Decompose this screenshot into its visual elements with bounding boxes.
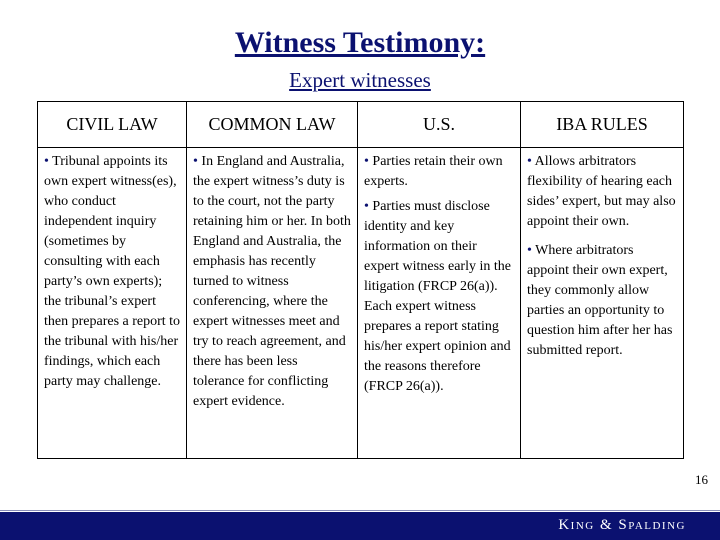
bullet-icon: • [193, 154, 198, 169]
bullet-icon: • [364, 199, 369, 214]
page-number: 16 [695, 472, 708, 487]
us-text-1: Parties retain their own experts. [364, 154, 503, 189]
comparison-table [37, 101, 684, 459]
bullet-icon: • [364, 154, 369, 169]
table-body-row [38, 148, 684, 459]
bullet-icon: • [527, 243, 532, 258]
cell-iba-rules [521, 148, 684, 459]
header-civil-law: CIVIL LAW [38, 102, 187, 148]
civil-law-para-1 [44, 152, 181, 392]
header-iba-rules: IBA RULES [521, 102, 684, 148]
cell-civil-law [38, 148, 187, 459]
cell-us [358, 148, 521, 459]
iba-text-1: Allows arbitrators flexibility of hearing each sides’ expert, but may also appoint their own. [527, 154, 676, 229]
footer-bar [0, 512, 720, 540]
slide-subtitle: Expert witnesses [289, 68, 431, 92]
slide-title: Witness Testimony: [234, 26, 486, 59]
header-common-law: COMMON LAW [187, 102, 358, 148]
iba-para-1 [527, 152, 678, 232]
cell-common-law [187, 148, 358, 459]
bullet-icon: • [527, 154, 532, 169]
us-para-1 [364, 152, 515, 192]
iba-para-2 [527, 241, 678, 361]
bullet-icon: • [44, 154, 49, 169]
footer-divider [0, 510, 720, 511]
common-law-para-1 [193, 152, 352, 412]
us-text-2: Parties must disclose identity and key information on their expert witness early in the litigation (FRCP 26(a)). Each expert witness prepares a report stating his/her expert opinion and the reasons therefore (FRCP 26(a)). [364, 199, 511, 394]
company-logo: King & Spalding [558, 517, 686, 533]
us-para-2 [364, 197, 515, 397]
iba-text-2: Where arbitrators appoint their own expert, they commonly allow parties an opportunity to question him after her has submitted report. [527, 243, 673, 358]
civil-law-text-1: Tribunal appoints its own expert witness(es), who conduct independent inquiry (sometimes by consulting with each party’s own experts); the tribunal’s expert then prepares a report to the tribunal with his/her findings, which each party may challenge. [44, 154, 181, 389]
header-us: U.S. [358, 102, 521, 148]
common-law-text-1: In England and Australia, the expert witness’s duty is to the court, not the party retaining him or her. In both England and Australia, the emphasis has recently turned to witness conferencing, where the expert witnesses meet and try to reach agreement, and there has been less tolerance for conflicting expert evidence. [193, 154, 351, 409]
table-header-row [38, 102, 684, 148]
